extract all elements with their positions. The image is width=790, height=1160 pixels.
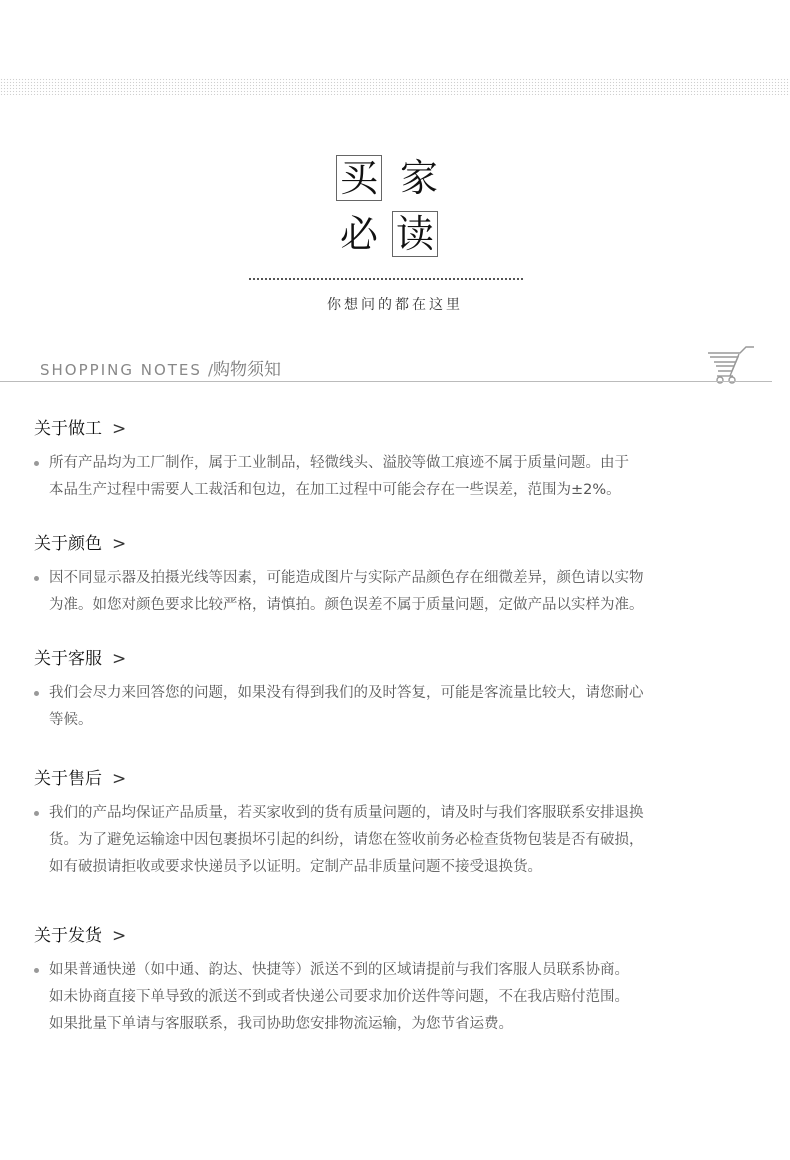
dotted-divider <box>249 278 523 280</box>
section-line: 我们的产品均保证产品质量，若买家收到的货有质量问题的，请及时与我们客服联系安排退换 <box>49 805 644 821</box>
section-line: 为准。如您对颜色要求比较严格，请慎拍。颜色误差不属于质量问题，定做产品以实样为准。 <box>49 597 644 613</box>
section-title <box>34 646 764 672</box>
buyer-must-read-title <box>334 153 444 265</box>
bullet-icon <box>34 968 39 973</box>
section-body <box>34 450 764 504</box>
section-title-text: 关于颜色 <box>34 534 102 554</box>
section-line: 我们会尽力来回答您的问题，如果没有得到我们的及时答复，可能是客流量比较大，请您耐心 <box>49 685 644 701</box>
section-line: 如未协商直接下单导致的派送不到或者快递公司要求加价送件等问题，不在我店赔付范围。 <box>49 989 629 1005</box>
title-char: 读 <box>392 211 438 257</box>
section-line: 因不同显示器及拍摄光线等因素，可能造成图片与实际产品颜色存在细微差异，颜色请以实物 <box>49 570 644 586</box>
section-after-sales <box>34 766 764 881</box>
chevron-right-icon: > <box>112 649 127 669</box>
section-line: 如有破损请拒收或要求快递员予以证明。定制产品非质量问题不接受退换货。 <box>49 859 542 875</box>
chevron-right-icon: > <box>112 769 127 789</box>
shopping-cart-icon <box>706 345 756 385</box>
notes-header-slash: / <box>207 361 213 379</box>
notes-header-cn: 购物须知 <box>213 360 281 380</box>
section-title-text: 关于售后 <box>34 769 102 789</box>
section-line: 货。为了避免运输途中因包裹损坏引起的纠纷，请您在签收前务必检查货物包装是否有破损， <box>49 832 644 848</box>
bullet-icon <box>34 461 39 466</box>
section-line: 所有产品均为工厂制作，属于工业制品，轻微线头、溢胶等做工痕迹不属于质量问题。由于 <box>49 455 629 471</box>
bullet-icon <box>34 576 39 581</box>
section-line: 本品生产过程中需要人工裁活和包边，在加工过程中可能会存在一些误差，范围为±2%。 <box>49 482 621 498</box>
shopping-notes-header <box>40 355 281 380</box>
section-body <box>34 800 764 881</box>
section-shipping <box>34 923 764 1038</box>
section-customer-service <box>34 646 764 734</box>
section-title <box>34 766 764 792</box>
notes-header-en: SHOPPING NOTES <box>40 361 202 379</box>
section-title-text: 关于客服 <box>34 649 102 669</box>
bullet-icon <box>34 811 39 816</box>
chevron-right-icon: > <box>112 419 127 439</box>
bullet-icon <box>34 691 39 696</box>
chevron-right-icon: > <box>112 534 127 554</box>
subtitle: 你想问的都在这里 <box>327 297 463 313</box>
title-char: 家 <box>399 156 438 200</box>
section-title <box>34 923 764 949</box>
section-line: 如果普通快递（如中通、韵达、快捷等）派送不到的区域请提前与我们客服人员联系协商。 <box>49 962 629 978</box>
section-title <box>34 531 764 557</box>
decorative-dot-band <box>0 78 790 95</box>
section-body <box>34 680 764 734</box>
section-color <box>34 531 764 619</box>
section-body <box>34 565 764 619</box>
title-char: 买 <box>336 155 382 201</box>
section-workmanship <box>34 416 764 504</box>
section-line: 如果批量下单请与客服联系，我司协助您安排物流运输，为您节省运费。 <box>49 1016 513 1032</box>
section-title-text: 关于发货 <box>34 926 102 946</box>
section-body <box>34 957 764 1038</box>
section-line: 等候。 <box>49 712 93 728</box>
title-char: 必 <box>339 212 378 256</box>
section-title-text: 关于做工 <box>34 419 102 439</box>
chevron-right-icon: > <box>112 926 127 946</box>
notes-header-rule <box>0 381 772 382</box>
section-title <box>34 416 764 442</box>
